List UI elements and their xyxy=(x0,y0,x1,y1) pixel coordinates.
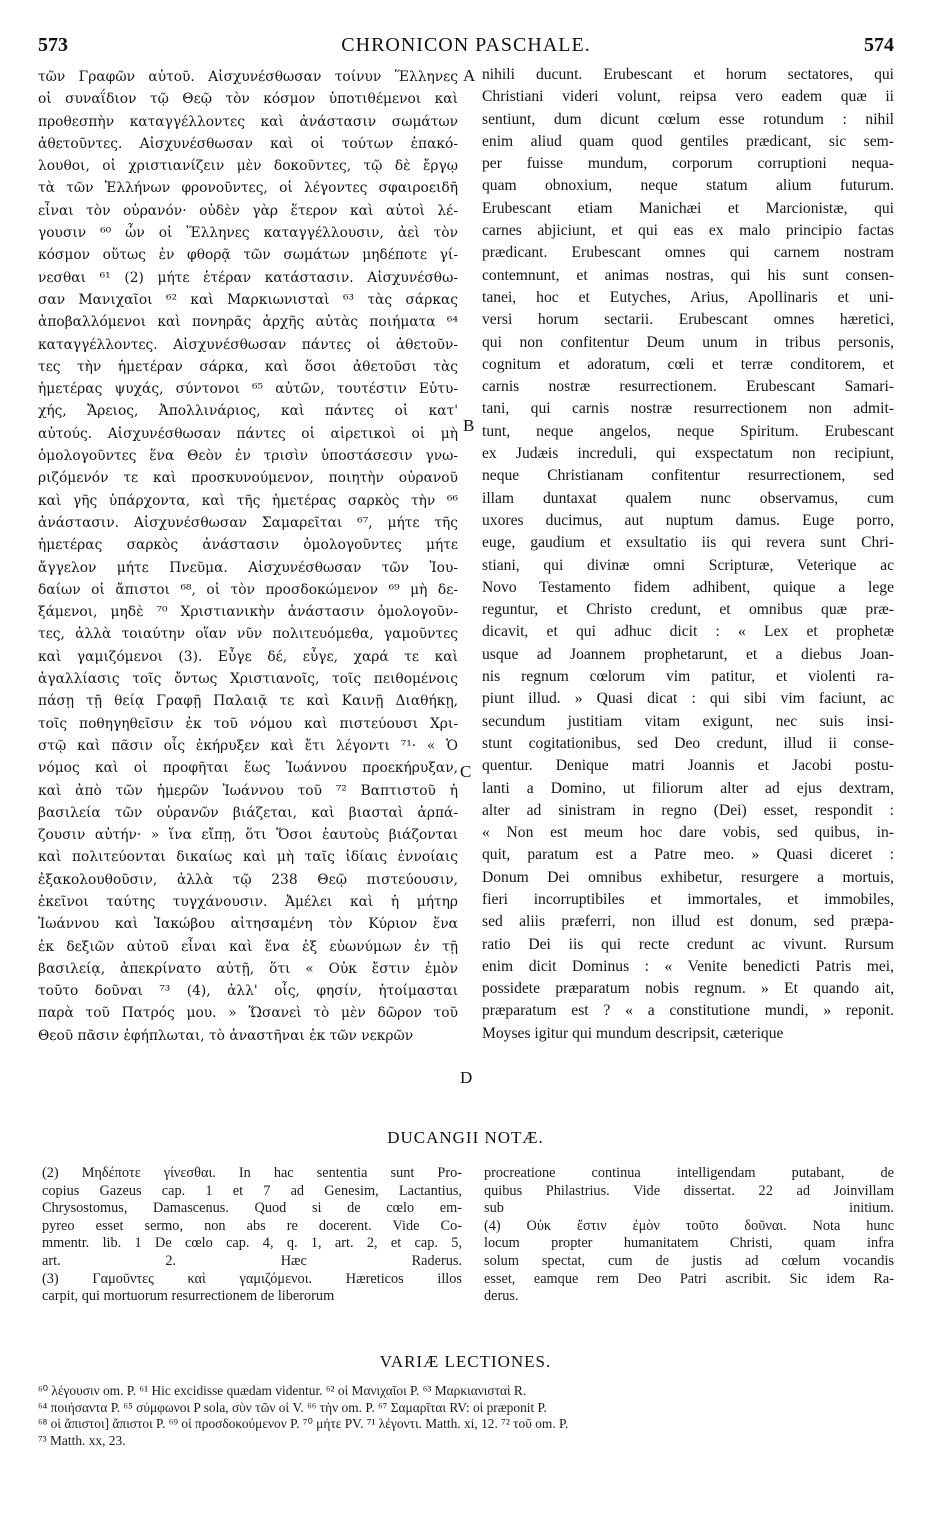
note-line: sub initium. xyxy=(484,1200,894,1217)
greek-text-line: καὶ πολιτεύονται δικαίως καὶ μὴ ταῖς ἰδίαις ἐννοίαις xyxy=(38,849,458,866)
note-line: (2) Μηδέποτε γίνεσθαι. In hac sententia sunt Pro- xyxy=(42,1165,462,1181)
greek-text-line: καὶ γαμιζόμενοι (3). Εὖγε δέ, εὖγε, χαρά τε καὶ xyxy=(38,648,458,665)
greek-text-line: βασιλείᾳ, ἀπεκρίνατο αὐτῇ, ὅτι « Οὐκ ἔστιν ἐμὸν xyxy=(38,960,458,977)
latin-text-line: sed aliis præferri, non illud est donum, sed præpa- xyxy=(482,913,894,931)
greek-text-line: καὶ ἀπὸ τῶν ἡμερῶν Ἰωάννου τοῦ ⁷² Βαπτιστοῦ ἡ xyxy=(38,782,458,799)
latin-text-line: sentiunt, dum dicunt cœlum esse rotundum : nihil xyxy=(482,110,894,128)
page-number-left: 573 xyxy=(38,34,68,56)
greek-text-line: τοῦτο δοῦναι ⁷³ (4), ἀλλ' οἷς, φησίν, ἡτοίμασται xyxy=(38,983,458,1000)
greek-text-line: βασιλεία τῶν οὐρανῶν βιάζεται, καὶ βιασταὶ ἁρπά- xyxy=(38,804,458,821)
latin-text-line: qui non confitentur Deum unum in tribus personis, xyxy=(482,333,894,351)
page-number-right: 574 xyxy=(864,34,894,56)
variant-readings xyxy=(38,1383,894,1449)
latin-text-line: enim dicit Dominus : « Venite benedicti Patris mei, xyxy=(482,957,894,975)
greek-text-line: ζουσιν αὐτήν· » ἵνα εἴπῃ, ὅτι Ὅσοι ἑαυτοὺς βιάζονται xyxy=(38,827,458,844)
latin-text-line: nis regnum cœlorum vim patitur, et violenti ra- xyxy=(482,668,894,686)
greek-text-line: ξάμενοι, μηδὲ ⁷⁰ Χριστιανικὴν ἀνάστασιν ὁμολογοῦν- xyxy=(38,604,458,621)
latin-text-line: uxores ducimus, aut nuptum damus. Euge porro, xyxy=(482,511,894,529)
note-line: quibus Philastrius. Vide dissertat. 22 ad Joinvillam xyxy=(484,1182,894,1199)
margin-mark-a: A xyxy=(463,66,476,85)
notes-right-column xyxy=(484,1165,894,1306)
note-line: pyreo esset sermo, non abs re docerent. Vide Co- xyxy=(42,1217,462,1234)
note-line: mmentr. lib. 1 De cœlo cap. 4, q. 1, art. 2, et cap. 5, xyxy=(42,1235,462,1252)
note-line: art. 2. Hæc Raderus. xyxy=(42,1252,462,1269)
note-line: solum spectat, cum de justis ad cœlum vocandis xyxy=(484,1252,894,1269)
greek-text-line: τες, ἀλλὰ τοιαύτην οἵαν νῦν πολιτευόμεθα, γαμοῦντες xyxy=(38,626,458,643)
running-header xyxy=(38,34,894,58)
greek-text-line: παρὰ τοῦ Πατρός μου. » Ὥσανεὶ τὸ μὲν δῶρον τοῦ xyxy=(38,1005,458,1022)
notes-left-column xyxy=(42,1165,462,1306)
latin-text-line: tani, qui carnis nostræ resurrectionem non admit- xyxy=(482,400,894,418)
greek-text-line: τὰ τῶν Ἑλλήνων φρονοῦντες, οἱ λέγοντες σφαιροειδῆ xyxy=(38,180,458,197)
latin-text-line: euge, gaudium et exsultatio iis qui revera sunt Chri- xyxy=(482,534,894,552)
greek-text-line: τες τὴν ἡμετέραν σάρκα, καὶ ὅσοι ἀθετοῦσι τὰς xyxy=(38,358,458,375)
variant-line: ⁶⁴ ποιήσαντα P. ⁶⁵ σύμφωνοι P sola, σὺν τῶν οἱ V. ⁶⁶ τὴν om. P. ⁶⁷ Σαμαρῖται RV: οἱ præponit P. xyxy=(38,1399,547,1415)
latin-text-line: ratio Dei iis qui recte credunt ac vivunt. Rursum xyxy=(482,935,894,953)
greek-text-line: στῷ καὶ πᾶσιν οἷς ἐκήρυξεν καὶ ἔτι λέγοντι ⁷¹· « Ὁ xyxy=(38,737,458,754)
greek-text-line: καὶ γῆς ὑπάρχοντα, καὶ τῆς ἡμετέρας σαρκὸς τὴν ⁶⁶ xyxy=(38,492,458,509)
latin-text-line: secundum justitiam vitam exigunt, nec suis insi- xyxy=(482,712,894,730)
greek-text-line: εἶναι τὸν οὐρανόν· οὐδὲν γὰρ ἕτερον καὶ αὐτοὶ λέ- xyxy=(38,202,458,219)
note-line: derus. xyxy=(484,1288,519,1305)
greek-text-line: πάσῃ τῇ θείᾳ Γραφῇ Παλαιᾷ τε καὶ Καινῇ Διαθήκῃ, xyxy=(38,693,458,710)
greek-text-line: ἄγγελον μήτε Πνεῦμα. Αἰσχυνέσθωσαν τῶν Ἰου- xyxy=(38,559,458,576)
latin-text-line: prædicant. Erubescant omnes qui carnem nostram xyxy=(482,244,894,262)
greek-text-line: ἀγαλλίασις τοῖς ὄντως Χριστιανοῖς, τοῖς πειθομένοις xyxy=(38,671,458,688)
greek-text-line: χής, Ἄρειος, Ἀπολλινάριος, καὶ πάντες οἱ κατ' xyxy=(38,403,458,420)
latin-text-line: alter ad sinistram in regno (Dei) esset, respondit : xyxy=(482,801,894,819)
latin-text-line: stunt cogitationibus, sed Deo credunt, illud ii conse- xyxy=(482,734,894,752)
greek-text-line: νόμος καὶ οἱ προφῆται ἕως Ἰωάννου προεκήρυξαν, xyxy=(38,760,458,777)
latin-text-line: carnes abjiciunt, et qui eas ex malo principio factas xyxy=(482,222,894,240)
latin-text-line: contemnunt, et animas nostras, qui his sunt consen- xyxy=(482,266,894,284)
variants-title: VARIÆ LECTIONES. xyxy=(379,1352,552,1371)
greek-text-line: ἀθετοῦντες. Αἰσχυνέσθωσαν καὶ οἱ τούτων ἐπακό- xyxy=(38,135,458,152)
latin-text-line: reguntur, et Christo credunt, et omnibus quæ præ- xyxy=(482,601,894,619)
latin-text-line: stiani, qui divinæ omni Scripturæ, Veterique ac xyxy=(482,556,894,574)
note-line: copius Gazeus cap. 1 et 7 ad Genesim, Lactantius, xyxy=(42,1182,462,1199)
greek-text-line: σαν Μανιχαῖοι ⁶² καὶ Μαρκιωνισταὶ ⁶³ τὰς σάρκας xyxy=(38,291,458,308)
latin-text-line: Donum Dei omnibus exhibetur, resurgere a mortuis, xyxy=(482,868,894,886)
greek-text-line: ἐκεῖνοι ταύτης τυγχάνουσιν. Ἀμέλει καὶ ἡ μήτηρ xyxy=(38,893,458,910)
greek-text-line: οἱ συναΐδιον τῷ Θεῷ τὸν κόσμον ὑποτιθέμενοι καὶ xyxy=(38,91,458,108)
latin-text-line: lanti a Domino, ut filiorum alter ad ejus dextram, xyxy=(482,779,894,797)
greek-text-line: Θεοῦ πᾶσιν ἐφήπλωται, τὸ ἀναστῆναι ἐκ τῶν νεκρῶν xyxy=(38,1027,414,1044)
page-title: CHRONICON PASCHALE. xyxy=(341,34,591,56)
greek-text-line: ἐξακολουθοῦσιν, ἀλλὰ τῷ 238 Θεῷ πιστεύουσιν, xyxy=(38,871,458,888)
greek-text-line: ἡμετέρας ψυχάς, σύντονοι ⁶⁵ αὐτῶν, τουτέστιν Εὐτυ- xyxy=(38,381,458,398)
latin-text-line: quentur. Denique matri Joannis et Jacobi postu- xyxy=(482,757,894,775)
note-line: esset, eamque rem Deo Patri ascribit. Sic idem Ra- xyxy=(484,1270,894,1287)
latin-text-line: Novo Testamento fidem adhibent, quique a lege xyxy=(482,578,894,596)
latin-text-line: tanei, hoc et Eutyches, Arius, Apollinaris et uni- xyxy=(482,288,894,306)
latin-text-line: ex Judæis increduli, qui exspectatum non recipiunt, xyxy=(482,445,894,463)
greek-text-line: Ἰωάννου καὶ Ἰακώβου αἰτησαμένη τὸν Κύριον ἕνα xyxy=(38,916,458,933)
variant-line: ⁶⁰ λέγουσιν om. P. ⁶¹ Hic excidisse quædam videntur. ⁶² οἱ Μανιχαῖοι P. ⁶³ Μαρκιανισταὶ R. xyxy=(38,1383,527,1398)
greek-text-line: ἡμετέρας σαρκὸς ἀνάστασιν ὁμολογοῦντες μήτε xyxy=(38,537,458,554)
latin-text-line: dicavit, et qui adhuc dicit : « Lex et prophetæ xyxy=(482,623,894,641)
note-line: (4) Οὐκ ἔστιν ἐμὸν τοῦτο δοῦναι. Nota hunc xyxy=(484,1217,894,1234)
margin-mark-c: C xyxy=(460,762,472,781)
note-line: Chrysostomus, Damascenus. Quod si de cœlo em- xyxy=(42,1200,462,1217)
greek-text-line: λουθοι, οἱ χριστιανίζειν μὲν δοκοῦντες, τῷ δὲ ἔργῳ xyxy=(38,158,458,175)
greek-text-column xyxy=(38,66,458,1047)
latin-text-line: versi horum sectarii. Erubescant omnes hæretici, xyxy=(482,311,894,329)
greek-text-line: κόσμον οὕτως ἐν φθορᾷ τῶν σωμάτων μηδέποτε γί- xyxy=(38,247,458,264)
variant-line: ⁶⁸ οἱ ἄπιστοι] ἄπιστοι P. ⁶⁹ οἱ προσδοκούμενον P. ⁷⁰ μήτε PV. ⁷¹ λέγοντι. Matth. xi, 12. ⁷² τοῦ om. P. xyxy=(38,1416,569,1431)
greek-text-line: ὁμολογοῦντες ἕνα Θεὸν ἐν τρισὶν ὑποστάσεσιν γνω- xyxy=(38,448,458,465)
variant-line: ⁷³ Matth. xx, 23. xyxy=(38,1432,126,1448)
greek-text-line: τοῖς ποθηγηθεῖσιν ἐκ τοῦ νόμου καὶ πιστεύουσι Χρι- xyxy=(38,715,458,732)
latin-text-line: præparatum est ? « a constitutione mundi, » reponit. xyxy=(482,1002,894,1020)
greek-text-line: αὐτούς. Αἰσχυνέσθωσαν πάντες οἱ αἱρετικοὶ οἱ μὴ xyxy=(38,425,458,442)
greek-text-line: δαίων οἱ ἄπιστοι ⁶⁸, οἱ τὸν προσδοκώμενον ⁶⁹ μὴ δε- xyxy=(38,581,458,598)
latin-text-line: quam obnoxium, neque statum alium futurum. xyxy=(482,177,894,195)
note-line: procreatione continua intelligendam putabant, de xyxy=(484,1165,894,1181)
latin-text-line: « Non est meum hoc dare vobis, sed quibus, in- xyxy=(482,824,894,842)
latin-text-line: fieri incorruptibiles et immortales, et immobiles, xyxy=(482,890,894,908)
greek-text-line: ἀνάστασιν. Αἰσχυνέσθωσαν Σαμαρεῖται ⁶⁷, μήτε τῆς xyxy=(38,514,458,531)
latin-text-line: Erubescant etiam Manichæi et Marcionistæ, qui xyxy=(482,199,894,217)
latin-text-column xyxy=(482,64,894,1045)
greek-text-line: καταγγέλλοντες. Αἰσχυνέσθωσαν πάντες οἱ ἀθετοῦν- xyxy=(38,336,458,353)
greek-text-line: γουσιν ⁶⁰ ὧν οἱ Ἕλληνες καταγγέλλουσιν, ἀεὶ τὸν xyxy=(38,225,458,242)
latin-text-line: per fuisse mundum, corporum corruptioni nequa- xyxy=(482,155,894,173)
latin-text-line: neque Christianam confitentur resurrectionem, sed xyxy=(482,467,894,485)
greek-text-line: ριζόμενόν τε καὶ προσκυνούμενον, ποιητὴν οὐρανοῦ xyxy=(38,470,458,487)
latin-text-line: Christiani videri volunt, reipsa vero eadem quæ ii xyxy=(482,88,894,106)
latin-text-line: usque ad Joannem prophetarunt, et a diebus Joan- xyxy=(482,645,894,663)
note-line: carpit, qui mortuorum resurrectionem de liberorum xyxy=(42,1288,335,1305)
latin-text-line: Moyses igitur qui mundum descripsit, cæterique xyxy=(482,1024,784,1042)
greek-text-line: προθεσπὴν καταγγέλλοντες καὶ ἀνάστασιν σωμάτων xyxy=(38,113,458,130)
margin-mark-d: D xyxy=(460,1068,473,1087)
latin-text-line: enim aliud quam quod gentiles prædicant, sic sem- xyxy=(482,132,894,150)
note-line: (3) Γαμοῦντες καὶ γαμιζόμενοι. Hæreticos illos xyxy=(42,1270,462,1287)
latin-text-line: piunt illud. » Quasi dicat : qui sibi vim faciunt, ac xyxy=(482,690,894,708)
margin-mark-b: B xyxy=(463,416,475,435)
latin-text-line: tunt, neque angelos, neque Spiritum. Erubescant xyxy=(482,422,894,440)
note-line: locum propter humanitatem Christi, quam infra xyxy=(484,1235,894,1252)
greek-text-line: νεσθαι ⁶¹ (2) μήτε ἑτέραν κατάστασιν. Αἰσχυνέσθω- xyxy=(38,269,458,286)
latin-text-line: cognitum et adoratum, cœli et terræ conditorem, et xyxy=(482,355,894,373)
notes-title: DUCANGII NOTÆ. xyxy=(387,1128,544,1147)
greek-text-line: ἀποβαλλόμενοι καὶ πονηρᾶς ἀρχῆς αὐτὰς ποιήματα ⁶⁴ xyxy=(38,314,458,331)
latin-text-line: carnis nostræ resurrectionem. Erubescant Samari- xyxy=(482,378,894,396)
latin-text-line: possidete præparatum nobis regnum. » Et quando ait, xyxy=(482,980,894,998)
greek-text-line: ἐκ δεξιῶν αὐτοῦ εἶναι καὶ ἕνα ἐξ εὐωνύμων ἐν τῇ xyxy=(38,938,458,955)
latin-text-line: illam duntaxat qualem nunc observamus, cum xyxy=(482,489,894,507)
latin-text-line: nihili ducunt. Erubescant et horum sectatores, qui xyxy=(482,66,894,83)
latin-text-line: quit, paratum est a Patre meo. » Quasi diceret : xyxy=(482,846,894,864)
greek-text-line: τῶν Γραφῶν αὐτοῦ. Αἰσχυνέσθωσαν τοίνυν Ἕλληνες xyxy=(38,69,458,85)
